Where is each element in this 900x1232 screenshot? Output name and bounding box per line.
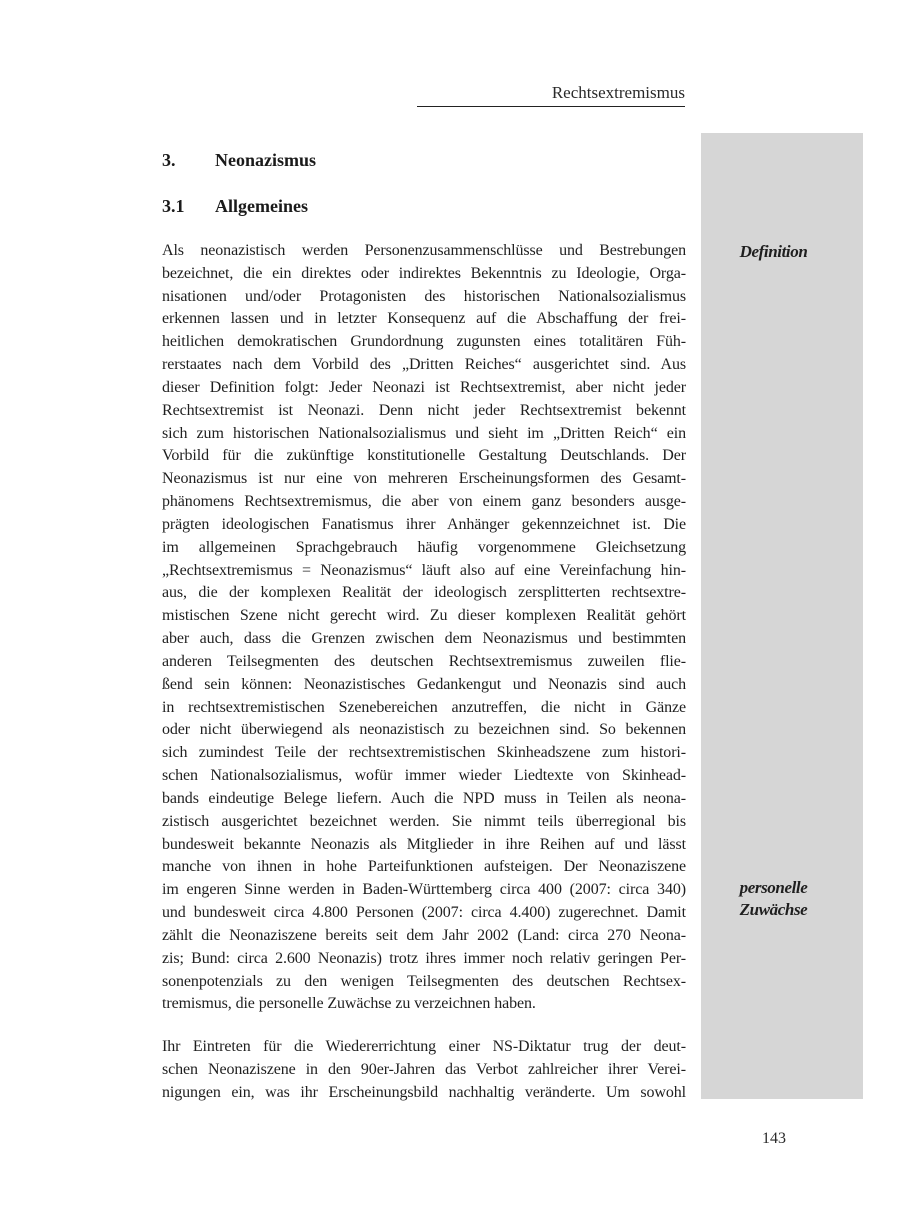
text-line: schen Nationalsozialismus, wofür immer wieder Liedtexte von Skinhead-	[162, 767, 686, 785]
text-line: dieser Definition folgt: Jeder Neonazi ist Rechtsextremist, aber nicht jeder	[162, 378, 686, 396]
text-line: manche von ihnen in hohe Parteifunktionen aufsteigen. Der Neonaziszene	[162, 858, 686, 876]
text-line: Vorbild für die zukünftige konstitutionelle Gestaltung Deutschlands. Der	[162, 447, 686, 465]
margin-note-personelle-zuwaechse	[701, 877, 846, 921]
text-line: zählt die Neonaziszene bereits seit dem Jahr 2002 (Land: circa 270 Neona-	[162, 926, 686, 944]
text-line: heitlichen demokratischen Grundordnung zugunsten eines totalitären Füh-	[162, 333, 686, 351]
paragraph-definition	[162, 240, 686, 1016]
text-line: aus, die der komplexen Realität der ideologisch zersplitterten rechtsextre-	[162, 584, 686, 602]
text-line: zis; Bund: circa 2.600 Neonazis) trotz ihres immer noch relativ geringen Per-	[162, 949, 686, 967]
section-heading	[162, 149, 316, 171]
text-line: tremismus, die personelle Zuwächse zu verzeichnen haben.	[162, 995, 536, 1013]
text-line: bundesweit bekannte Neonazis als Mitglieder in ihre Reihen auf und lässt	[162, 835, 686, 853]
margin-panel	[701, 133, 863, 1099]
page-number: 143	[762, 1130, 786, 1147]
text-line: ßend sein können: Neonazistisches Gedankengut und Neonazis sind auch	[162, 675, 686, 693]
text-line: Ihr Eintreten für die Wiedererrichtung einer NS-Diktatur trug der deut-	[162, 1038, 686, 1055]
margin-note-line: Zuwächse	[739, 900, 808, 919]
text-line: anderen Teilsegmenten des deutschen Rechtsextremismus zuweilen flie-	[162, 652, 686, 670]
text-line: nigungen ein, was ihr Erscheinungsbild nachhaltig veränderte. Um sowohl	[162, 1083, 686, 1101]
subsection-title: Allgemeines	[215, 196, 308, 216]
margin-note-line: personelle	[739, 878, 808, 897]
text-line: und bundesweit circa 4.800 Personen (2007: circa 4.400) zugerechnet. Damit	[162, 904, 686, 922]
text-line: bands eindeutige Belege liefern. Auch die NPD muss in Teilen als neona-	[162, 789, 686, 807]
text-line: Rechtsextremist ist Neonazi. Denn nicht jeder Rechtsextremist bekennt	[162, 401, 686, 419]
text-line: sich zumindest Teile der rechtsextremistischen Skinheadszene zum histori-	[162, 744, 686, 762]
text-line: erkennen lassen und in letzter Konsequenz auf die Abschaffung der frei-	[162, 310, 686, 328]
text-line: oder nicht überwiegend als neonazistisch zu bezeichnen sind. So bekennen	[162, 721, 686, 739]
text-line: nisationen und/oder Protagonisten des historischen Nationalsozialismus	[162, 287, 686, 305]
section-number: 3.	[162, 150, 176, 170]
margin-note-definition: Definition	[739, 242, 808, 261]
subsection-number: 3.1	[162, 196, 185, 216]
text-line: mistischen Szene nicht gerecht wird. Zu dieser komplexen Realität gehört	[162, 607, 686, 625]
text-line: aber auch, dass die Grenzen zwischen dem Neonazismus und bestimmten	[162, 630, 686, 648]
section-title: Neonazismus	[215, 150, 317, 170]
text-line: prägten ideologischen Fanatismus ihrer Anhänger gekennzeichnet ist. Die	[162, 515, 686, 533]
text-line: Neonazismus ist nur eine von mehreren Erscheinungsformen des Gesamt-	[162, 470, 686, 488]
text-line: schen Neonaziszene in den 90er-Jahren das Verbot zahlreicher ihrer Verei-	[162, 1060, 686, 1078]
text-line: bezeichnet, die ein direktes oder indirektes Bekenntnis zu Ideologie, Orga-	[162, 264, 686, 282]
text-line: im allgemeinen Sprachgebrauch häufig vorgenommene Gleichsetzung	[162, 538, 686, 556]
text-line: in rechtsextremistischen Szenebereichen anzutreffen, die nicht in Gänze	[162, 698, 686, 716]
text-line: sonenpotenzials zu den wenigen Teilsegmenten des deutschen Rechtsex-	[162, 972, 686, 990]
text-line: rerstaates nach dem Vorbild des „Dritten Reiches“ ausgerichtet sind. Aus	[162, 356, 686, 374]
text-line: sich zum historischen Nationalsozialismus und sieht im „Dritten Reich“ ein	[162, 424, 686, 442]
text-line: „Rechtsextremismus = Neonazismus“ läuft also auf eine Vereinfachung hin-	[162, 561, 686, 579]
running-header: Rechtsextremismus	[417, 82, 685, 107]
text-line: phänomens Rechtsextremismus, die aber von einem ganz besonders ausge-	[162, 493, 686, 511]
text-line: im engeren Sinne werden in Baden-Württemberg circa 400 (2007: circa 340)	[162, 881, 686, 899]
paragraph-continuation	[162, 1036, 686, 1104]
subsection-heading	[162, 195, 308, 217]
text-line: Als neonazistisch werden Personenzusammenschlüsse und Bestrebungen	[162, 242, 686, 259]
text-line: zistisch ausgerichtet bezeichnet werden. Sie nimmt teils überregional bis	[162, 812, 686, 830]
